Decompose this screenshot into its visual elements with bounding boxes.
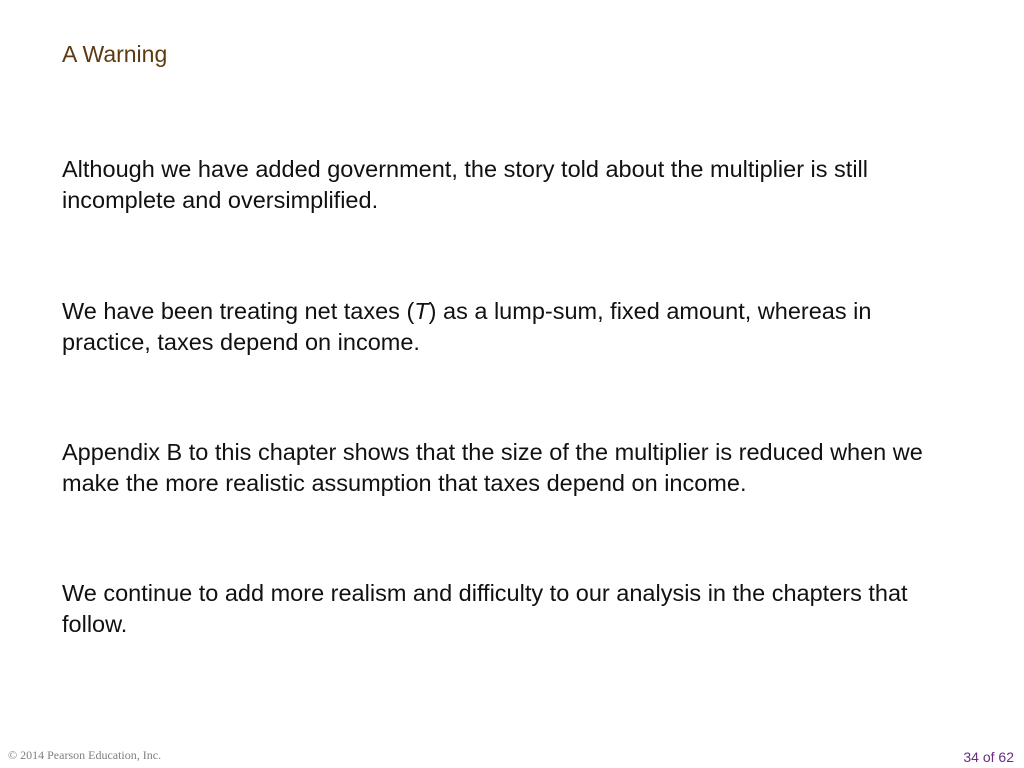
body-paragraph-2	[62, 296, 962, 358]
page-number: 34 of 62	[963, 749, 1014, 765]
copyright-notice: © 2014 Pearson Education, Inc.	[8, 748, 162, 762]
body-paragraph-3: Appendix B to this chapter shows that the size of the multiplier is reduced when we make the more realistic assumption that taxes depend on income.	[62, 439, 923, 496]
net-taxes-symbol: T	[414, 298, 429, 324]
body-paragraph-4: We continue to add more realism and difficulty to our analysis in the chapters that follow.	[62, 580, 908, 637]
body-paragraph-2-text-after: ) as a lump-sum, fixed amount, whereas in practice, taxes depend on income.	[62, 298, 872, 355]
slide-title: A Warning	[62, 41, 168, 67]
body-paragraph-2-text-before: We have been treating net taxes (	[62, 298, 415, 324]
body-paragraph-1: Although we have added government, the story told about the multiplier is still incomplete and oversimplified.	[62, 156, 868, 213]
